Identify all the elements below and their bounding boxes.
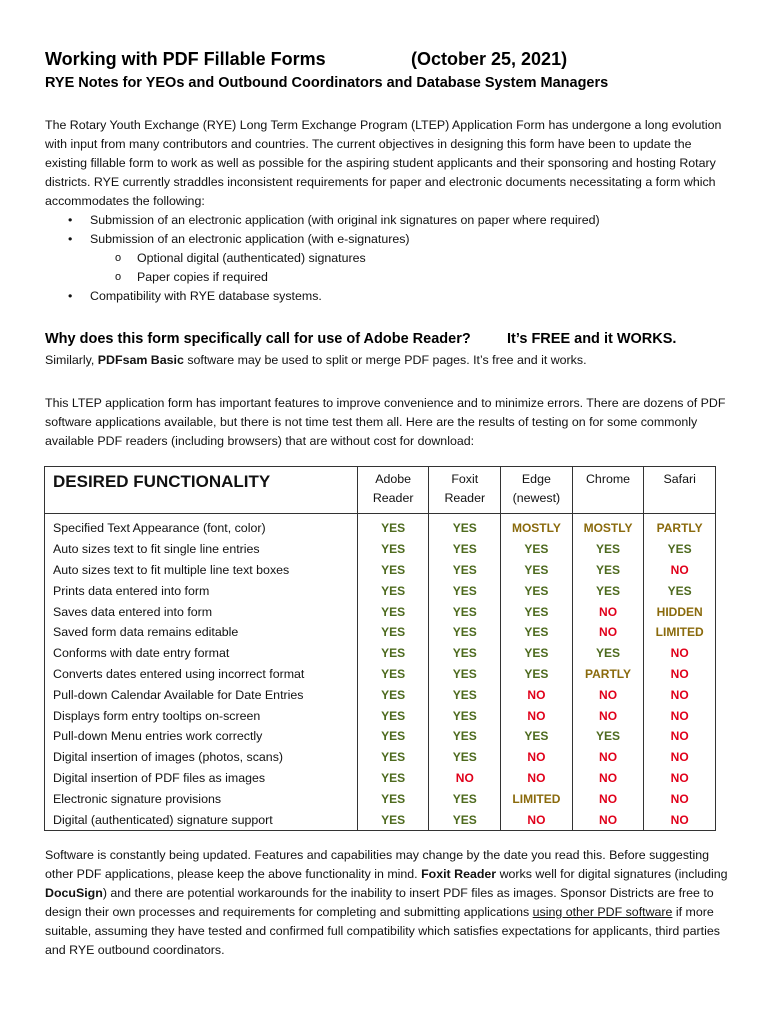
why-question: Why does this form specifically call for use of Adobe Reader? <box>45 331 471 347</box>
why-answer: It’s FREE and it WORKS. <box>507 331 677 347</box>
result-cell: NO <box>644 705 716 726</box>
result-cell: YES <box>572 580 644 601</box>
result-cell: NO <box>644 768 716 789</box>
result-cell: HIDDEN <box>644 601 716 622</box>
result-cell: NO <box>501 747 573 768</box>
result-cell: NO <box>572 747 644 768</box>
feature-cell: Specified Text Appearance (font, color) <box>45 514 358 539</box>
result-cell: YES <box>429 747 501 768</box>
functionality-table <box>44 466 716 831</box>
result-cell: YES <box>357 539 429 560</box>
closing-paragraph: Software is constantly being updated. Features and capabilities may change by the date you read this. Before suggesting other PDF applications, please keep the above functionality in mind. Foxit Reader works well for digital signatures (including DocuSign) and there are potential workarounds for the inability to insert PDF files as images. Sponsor Districts are free to design their own processes and requirements for completing and submitting applications using other PDF software if more suitable, assuming they have tested and confirmed full compatibility which satisfies expectations for applicants, third parties and RYE outbound coordinators. <box>45 848 728 957</box>
result-cell: NO <box>644 684 716 705</box>
table-row <box>45 622 716 643</box>
result-cell: YES <box>572 643 644 664</box>
result-cell: YES <box>357 705 429 726</box>
result-cell: YES <box>429 622 501 643</box>
sub-list-item: o Optional digital (authenticated) signatures <box>45 249 735 268</box>
column-header-foxit: Foxit Reader <box>429 467 501 514</box>
table-row <box>45 539 716 560</box>
feature-cell: Pull-down Calendar Available for Date Entries <box>45 684 358 705</box>
table-header-row <box>45 467 716 514</box>
result-cell: YES <box>572 560 644 581</box>
result-cell: NO <box>501 768 573 789</box>
requirements-list <box>45 211 735 249</box>
list-item: • Compatibility with RYE database systems. <box>45 287 735 306</box>
result-cell: NO <box>644 560 716 581</box>
pdfsam-name: PDFsam Basic <box>97 353 184 367</box>
result-cell: YES <box>572 726 644 747</box>
result-cell: LIMITED <box>501 788 573 809</box>
result-cell: MOSTLY <box>572 514 644 539</box>
result-cell: YES <box>357 580 429 601</box>
result-cell: YES <box>357 809 429 830</box>
result-cell: YES <box>501 726 573 747</box>
result-cell: YES <box>429 539 501 560</box>
result-cell: YES <box>501 560 573 581</box>
result-cell: YES <box>501 622 573 643</box>
result-cell: YES <box>429 726 501 747</box>
feature-cell: Auto sizes text to fit multiple line text boxes <box>45 560 358 581</box>
result-cell: YES <box>357 643 429 664</box>
table-row <box>45 705 716 726</box>
result-cell: YES <box>357 664 429 685</box>
table-row <box>45 726 716 747</box>
page-title: Working with PDF Fillable Forms <box>45 49 326 69</box>
result-cell: YES <box>357 601 429 622</box>
table-row <box>45 664 716 685</box>
result-cell: YES <box>501 601 573 622</box>
result-cell: YES <box>572 539 644 560</box>
column-header-safari: Safari <box>644 467 716 514</box>
result-cell: NO <box>572 809 644 830</box>
table-row <box>45 809 716 830</box>
result-cell: YES <box>429 809 501 830</box>
feature-cell: Digital insertion of PDF files as images <box>45 768 358 789</box>
table-row <box>45 560 716 581</box>
intro-paragraph: The Rotary Youth Exchange (RYE) Long Term Exchange Program (LTEP) Application Form has undergone a long evolution with input from many contributors and countries. The current objectives in designing this form have been to update the existing fillable form to work as well as possible for the aspiring student applicants and their sponsoring and hosting Rotary districts. RYE currently straddles inconsistent requirements for paper and electronic documents necessitating a form which accommodates the following: <box>45 118 722 208</box>
testing-paragraph: This LTEP application form has important features to improve convenience and to minimize errors. There are dozens of PDF software applications available, but there is not time test them all. Here are the results of testing on for some commonly available PDF readers (including browsers) that are without cost for download: <box>45 396 726 448</box>
feature-cell: Digital (authenticated) signature support <box>45 809 358 830</box>
table-row <box>45 514 716 539</box>
result-cell: YES <box>644 539 716 560</box>
feature-cell: Prints data entered into form <box>45 580 358 601</box>
foxit-name: Foxit Reader <box>421 867 497 881</box>
result-cell: YES <box>501 539 573 560</box>
feature-cell: Converts dates entered using incorrect format <box>45 664 358 685</box>
feature-cell: Displays form entry tooltips on-screen <box>45 705 358 726</box>
result-cell: NO <box>429 768 501 789</box>
feature-cell: Digital insertion of images (photos, scans) <box>45 747 358 768</box>
result-cell: NO <box>572 622 644 643</box>
table-body <box>45 514 716 831</box>
document-date: (October 25, 2021) <box>411 49 568 69</box>
feature-cell: Saved form data remains editable <box>45 622 358 643</box>
result-cell: YES <box>429 643 501 664</box>
result-cell: NO <box>644 664 716 685</box>
table-row <box>45 580 716 601</box>
result-cell: NO <box>501 684 573 705</box>
result-cell: PARTLY <box>572 664 644 685</box>
functionality-heading: DESIRED FUNCTIONALITY <box>45 467 358 514</box>
table-row <box>45 768 716 789</box>
result-cell: NO <box>572 768 644 789</box>
result-cell: YES <box>501 664 573 685</box>
intro-section <box>45 116 735 306</box>
feature-cell: Pull-down Menu entries work correctly <box>45 726 358 747</box>
table-row <box>45 601 716 622</box>
result-cell: YES <box>429 664 501 685</box>
table-row <box>45 643 716 664</box>
result-cell: NO <box>572 684 644 705</box>
result-cell: YES <box>357 684 429 705</box>
sub-requirements-list <box>45 249 735 287</box>
result-cell: NO <box>572 601 644 622</box>
docusign-name: DocuSign <box>45 886 103 900</box>
result-cell: YES <box>357 788 429 809</box>
column-header-edge: Edge (newest) <box>501 467 573 514</box>
similar-lead: Similarly, <box>45 353 98 367</box>
result-cell: PARTLY <box>644 514 716 539</box>
result-cell: YES <box>429 601 501 622</box>
result-cell: YES <box>429 788 501 809</box>
page-subtitle: RYE Notes for YEOs and Outbound Coordinators and Database System Managers <box>45 75 609 91</box>
result-cell: YES <box>357 726 429 747</box>
result-cell: YES <box>429 684 501 705</box>
result-cell: NO <box>644 747 716 768</box>
result-cell: YES <box>429 514 501 539</box>
list-item: • Submission of an electronic application (with e-signatures) <box>45 230 735 249</box>
result-cell: NO <box>644 788 716 809</box>
other-software-link[interactable]: using other PDF software <box>532 905 673 919</box>
column-header-chrome: Chrome <box>572 467 644 514</box>
result-cell: YES <box>501 643 573 664</box>
table-row <box>45 684 716 705</box>
result-cell: YES <box>357 622 429 643</box>
result-cell: NO <box>644 643 716 664</box>
result-cell: YES <box>357 747 429 768</box>
feature-cell: Conforms with date entry format <box>45 643 358 664</box>
feature-cell: Saves data entered into form <box>45 601 358 622</box>
result-cell: YES <box>429 560 501 581</box>
result-cell: NO <box>572 788 644 809</box>
feature-cell: Electronic signature provisions <box>45 788 358 809</box>
result-cell: NO <box>644 809 716 830</box>
result-cell: LIMITED <box>644 622 716 643</box>
result-cell: NO <box>644 726 716 747</box>
result-cell: YES <box>357 560 429 581</box>
column-header-adobe: Adobe Reader <box>357 467 429 514</box>
result-cell: YES <box>357 768 429 789</box>
similar-note <box>45 353 587 367</box>
result-cell: YES <box>429 580 501 601</box>
result-cell: YES <box>429 705 501 726</box>
result-cell: YES <box>501 580 573 601</box>
similar-rest: software may be used to split or merge PDF pages. It’s free and it works. <box>183 353 587 367</box>
feature-cell: Auto sizes text to fit single line entries <box>45 539 358 560</box>
list-item: • Submission of an electronic application (with original ink signatures on paper where required) <box>45 211 735 230</box>
result-cell: YES <box>644 580 716 601</box>
result-cell: MOSTLY <box>501 514 573 539</box>
result-cell: NO <box>501 809 573 830</box>
result-cell: NO <box>501 705 573 726</box>
table-row <box>45 788 716 809</box>
requirements-list-cont <box>45 287 735 306</box>
table-row <box>45 747 716 768</box>
sub-list-item: o Paper copies if required <box>45 268 735 287</box>
result-cell: YES <box>357 514 429 539</box>
result-cell: NO <box>572 705 644 726</box>
